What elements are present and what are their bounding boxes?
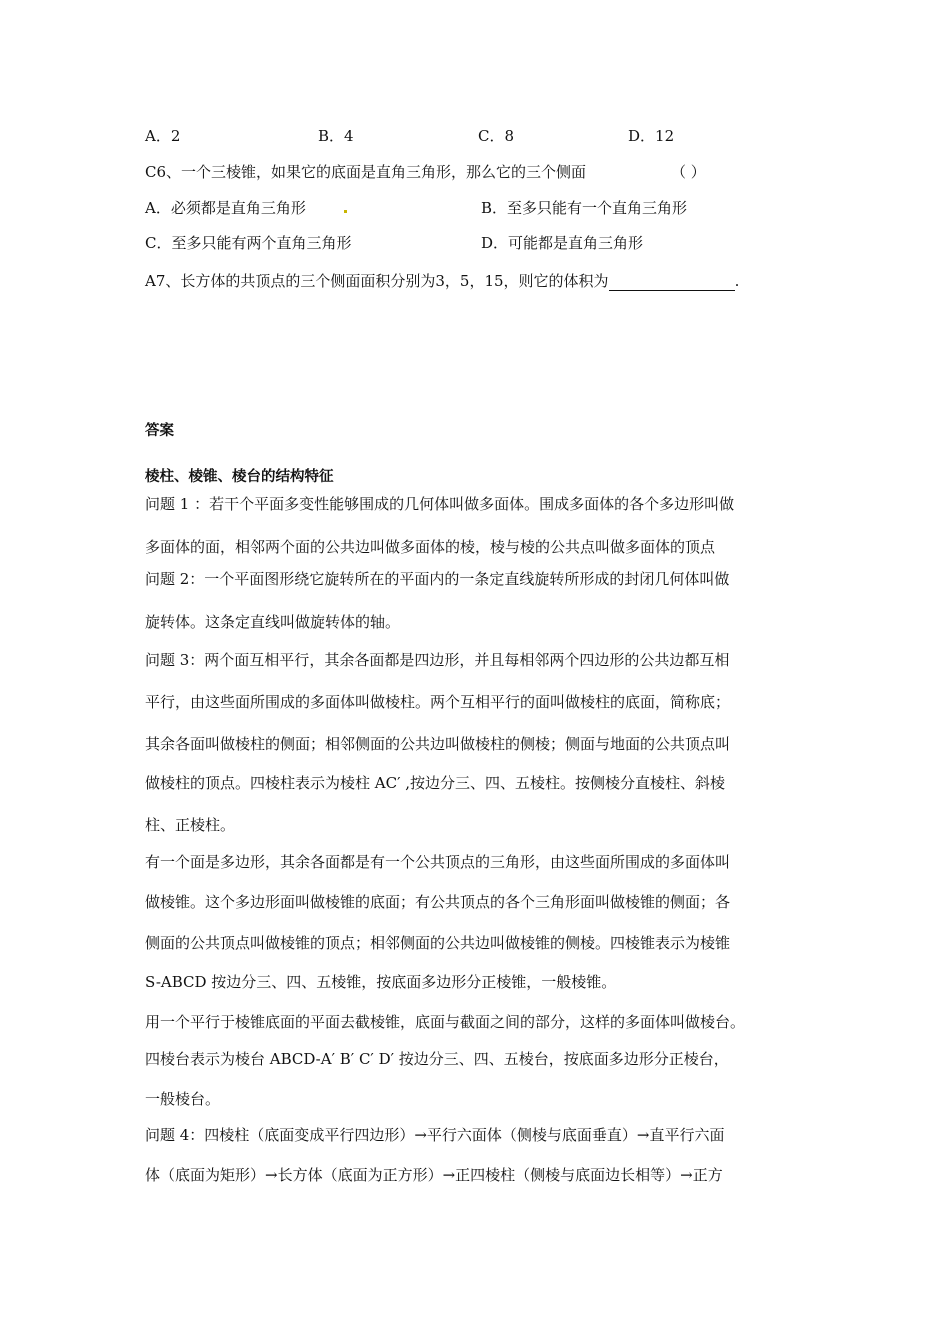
option-a: A．2	[145, 127, 181, 145]
answer-blank	[609, 274, 735, 291]
answer-line: 侧面的公共顶点叫做棱锥的顶点；相邻侧面的公共边叫做棱锥的侧棱。四棱锥表示为棱锥	[145, 934, 731, 952]
answer-line: 平行，由这些面所围成的多面体叫做棱柱。两个互相平行的面叫做棱柱的底面，简称底；	[145, 693, 731, 711]
option-b: B．4	[318, 127, 354, 145]
question-7	[145, 271, 739, 291]
mark-dot	[344, 210, 347, 213]
answer-line: 多面体的面，相邻两个面的公共边叫做多面体的棱，棱与棱的公共点叫做多面体的顶点	[145, 538, 716, 556]
answer-line: 问题 3：两个面互相平行，其余各面都是四边形，并且每相邻两个四边形的公共边都互相	[145, 651, 730, 669]
question-7-text: A7、长方体的共顶点的三个侧面面积分别为3，5，15，则它的体积为	[145, 272, 609, 290]
answer-line: 问题 4：四棱柱（底面变成平行四边形）→平行六面体（侧棱与底面垂直）→直平行六面	[145, 1126, 725, 1144]
question-6-text: C6、一个三棱锥，如果它的底面是直角三角形，那么它的三个侧面	[145, 163, 587, 181]
q6-option-d: D．可能都是直角三角形	[481, 234, 644, 252]
answer-line: 四棱台表示为棱台 ABCD-A′ B′ C′ D′ 按边分三、四、五棱台，按底面多边形分正棱台，	[145, 1050, 729, 1068]
option-d: D．12	[628, 127, 675, 145]
answers-subheading: 棱柱、棱锥、棱台的结构特征	[145, 469, 334, 485]
answer-line: 一般棱台。	[145, 1090, 221, 1108]
q6-option-a: A．必须都是直角三角形	[145, 199, 306, 217]
answer-line: 其余各面叫做棱柱的侧面；相邻侧面的公共边叫做棱柱的侧棱；侧面与地面的公共顶点叫	[145, 735, 731, 753]
option-c: C．8	[478, 127, 515, 145]
answer-line: S-ABCD 按边分三、四、五棱锥，按底面多边形分正棱锥，一般棱锥。	[145, 973, 617, 991]
answer-line: 柱、正棱柱。	[145, 816, 236, 834]
question-7-end: .	[734, 272, 740, 290]
question-6-answer-paren: （ ）	[671, 163, 706, 181]
answer-line: 有一个面是多边形，其余各面都是有一个公共顶点的三角形，由这些面所围成的多面体叫	[145, 853, 731, 871]
q6-option-c: C．至多只能有两个直角三角形	[145, 234, 352, 252]
answer-line: 体（底面为矩形）→长方体（底面为正方形）→正四棱柱（侧棱与底面边长相等）→正方	[145, 1166, 723, 1184]
q6-option-b: B．至多只能有一个直角三角形	[481, 199, 688, 217]
answer-line: 旋转体。这条定直线叫做旋转体的轴。	[145, 613, 401, 631]
answer-line: 用一个平行于棱锥底面的平面去截棱锥，底面与截面之间的部分，这样的多面体叫做棱台。	[145, 1013, 746, 1031]
answer-line: 问题 1 ：若干个平面多变性能够围成的几何体叫做多面体。围成多面体的各个多边形叫做	[145, 495, 735, 513]
answer-line: 做棱柱的顶点。四棱柱表示为棱柱 AC′ ,按边分三、四、五棱柱。按侧棱分直棱柱、斜棱	[145, 774, 726, 792]
answer-line: 做棱锥。这个多边形面叫做棱锥的底面；有公共顶点的各个三角形面叫做棱锥的侧面；各	[145, 893, 731, 911]
answer-line: 问题 2：一个平面图形绕它旋转所在的平面内的一条定直线旋转所形成的封闭几何体叫做	[145, 570, 730, 588]
question-6-stem	[145, 162, 586, 182]
answers-heading: 答案	[145, 423, 174, 439]
